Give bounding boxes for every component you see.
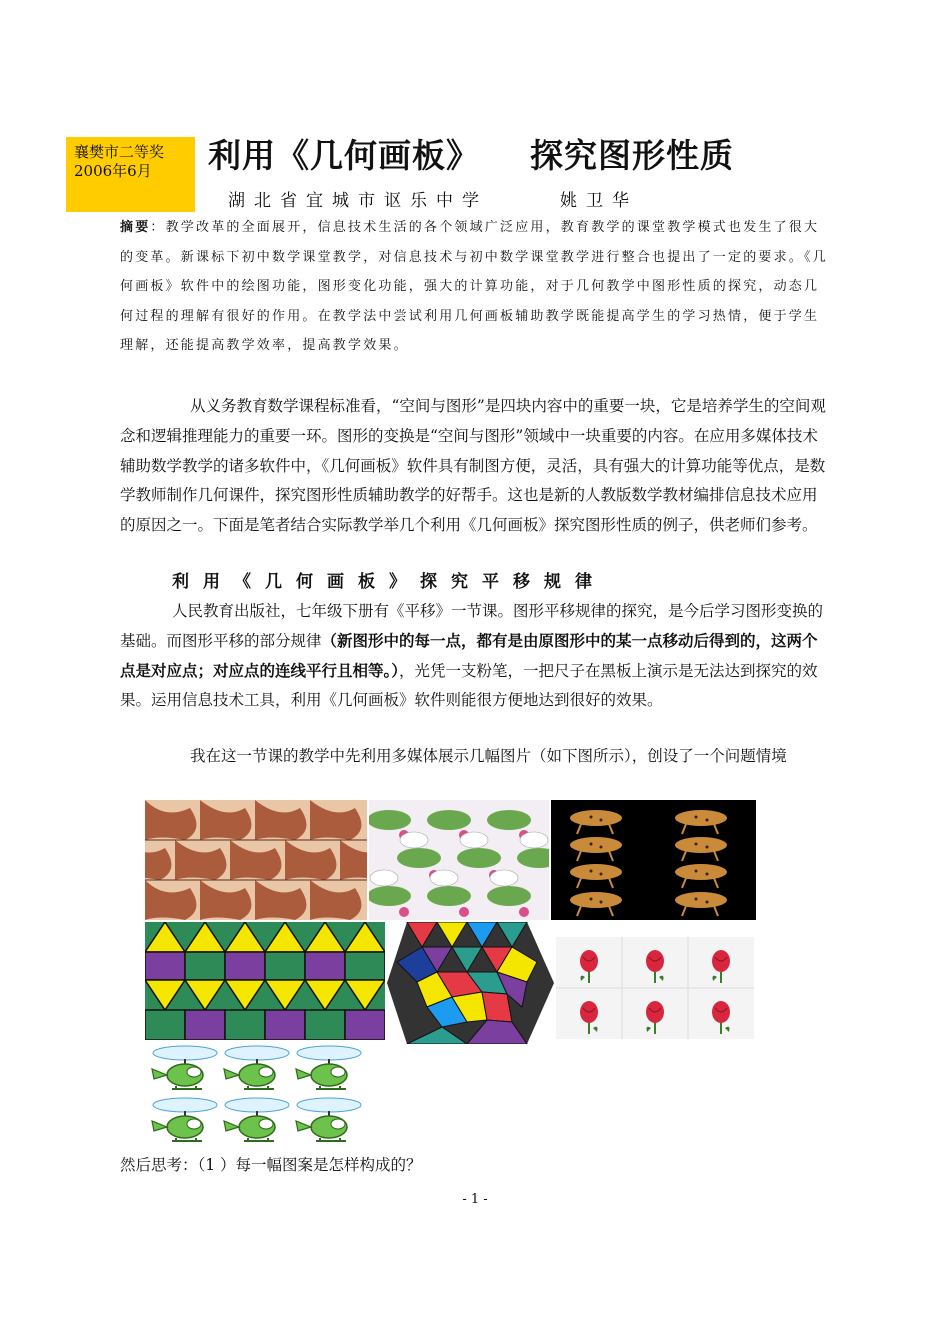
- intro-text: 从义务教育数学课程标准看，“空间与图形”是四块内容中的重要一块，它是培养学生的空间观念和逻辑推理能力的重要一环。图形的变换是“空间与图形”领域中一块重要的内容。在应用多媒体技术辅助数学教学的诸多软件中，《几何画板》软件具有制图方便，灵活，具有强大的计算功能等优点，是数学教师制作几何课件，探究图形性质辅助教学的好帮手。这也是新的人教版数学教材编排信息技术应用的原因之一。下面是笔者结合实际教学举几个利用《几何画板》探究图形性质的例子，供老师们参考。: [120, 397, 826, 535]
- author-line: 湖北省宜城市讴乐中学 姚卫华: [228, 191, 639, 211]
- award-line: 襄樊市二等奖: [74, 143, 165, 161]
- award-date: 2006年6月: [74, 162, 152, 180]
- section-title: 利用《几何画板》探究平移规律: [172, 572, 606, 592]
- hexagon-tiling-image: [145, 922, 385, 1040]
- abstract: [120, 213, 834, 361]
- birds-tessellation-image: [369, 800, 549, 920]
- roses-image: [556, 937, 754, 1039]
- award-badge: [66, 137, 195, 212]
- star-tiling-image: [387, 922, 554, 1044]
- abstract-label: 摘要: [120, 220, 151, 235]
- paragraph-2: [120, 597, 832, 716]
- paragraph-3: [120, 742, 832, 772]
- question-line: 然后思考：（1 ）每一幅图案是怎样构成的？: [120, 1156, 422, 1174]
- abstract-text: ：教学改革的全面展开，信息技术生活的各个领域广泛应用，教育教学的课堂教学模式也发生了很大的变革。新课标下初中数学课堂教学，对信息技术与初中数学课堂教学进行整合也提出了一定的要求。《几何画板》软件中的绘图功能，图形变化功能，强大的计算功能，对于几何教学中图形性质的探究，动态几何过程的理解有很好的作用。在教学法中尝试利用几何画板辅助教学既能提高学生的学习热情，便于学生理解，还能提高教学效率，提高教学效果。: [120, 220, 828, 353]
- para2-bold-text: （新图形中的每一点，都有是由原图形中的某一点移动后得到的，这两个点是对应点；对应点的连线平行且相等。）: [120, 631, 818, 680]
- para3-text: 我在这一节课的教学中先利用多媒体展示几幅图片（如下图所示），创设了一个问题情境: [190, 747, 787, 765]
- page-title: 利用《几何画板》 探究图形性质: [208, 136, 734, 175]
- intro-paragraph: [120, 392, 832, 541]
- helicopters-image: [150, 1045, 370, 1147]
- leopards-image: [551, 800, 756, 920]
- para2-text-after: ，光凭一支粉笔，一把尺子在黑板上演示是无法达到探究的效果。运用信息技术工具，利用《几何画板》软件则能很方便地达到很好的效果。: [120, 661, 818, 710]
- page-number: - 1 -: [462, 1192, 488, 1207]
- para2-text-before: 人民教育出版社，七年级下册有《平移》一节课。图形平移规律的探究，是今后学习图形变换的基础。而图形平移的部分规律: [120, 602, 824, 650]
- faces-tessellation-image: [145, 800, 367, 920]
